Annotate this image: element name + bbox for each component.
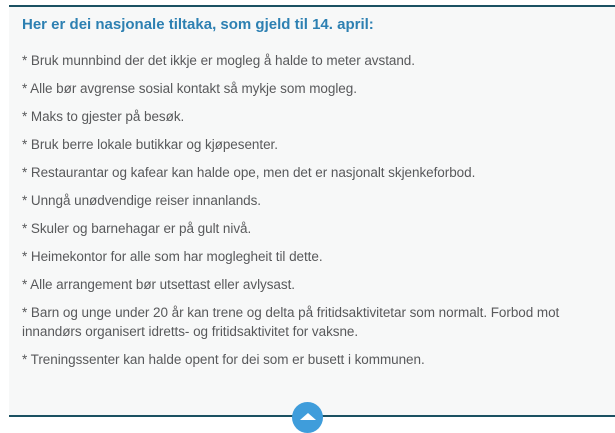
- measure-item: * Restaurantar og kafear kan halde ope, men det er nasjonalt skjenkeforbod.: [22, 165, 476, 180]
- chevron-up-icon: [300, 413, 316, 420]
- measure-item: * Bruk munnbind der det ikkje er mogleg å halde to meter avstand.: [22, 53, 415, 68]
- measure-item: * Heimekontor for alle som har moglegheit til dette.: [22, 249, 323, 264]
- panel-heading: Her er dei nasjonale tiltaka, som gjeld til 14. april:: [22, 16, 374, 33]
- national-measures-panel: [9, 5, 615, 417]
- scroll-to-top-button[interactable]: [292, 402, 323, 433]
- measure-item: * Alle arrangement bør utsettast eller avlysast.: [22, 277, 295, 292]
- measure-item: * Barn og unge under 20 år kan trene og delta på fritidsaktivitetar som normalt. Forbod mot innandørs organisert idretts- og fritidsaktivitet for vaksne.: [22, 305, 560, 339]
- measure-item: * Unngå unødvendige reiser innanlands.: [22, 193, 262, 208]
- measure-item: * Skuler og barnehagar er på gult nivå.: [22, 221, 252, 236]
- measures-list: [22, 51, 599, 369]
- measure-item: * Maks to gjester på besøk.: [22, 109, 185, 124]
- measure-item: * Alle bør avgrense sosial kontakt så mykje som mogleg.: [22, 81, 357, 96]
- measure-item: * Treningssenter kan halde opent for dei som er busett i kommunen.: [22, 352, 425, 367]
- measure-item: * Bruk berre lokale butikkar og kjøpesenter.: [22, 137, 278, 152]
